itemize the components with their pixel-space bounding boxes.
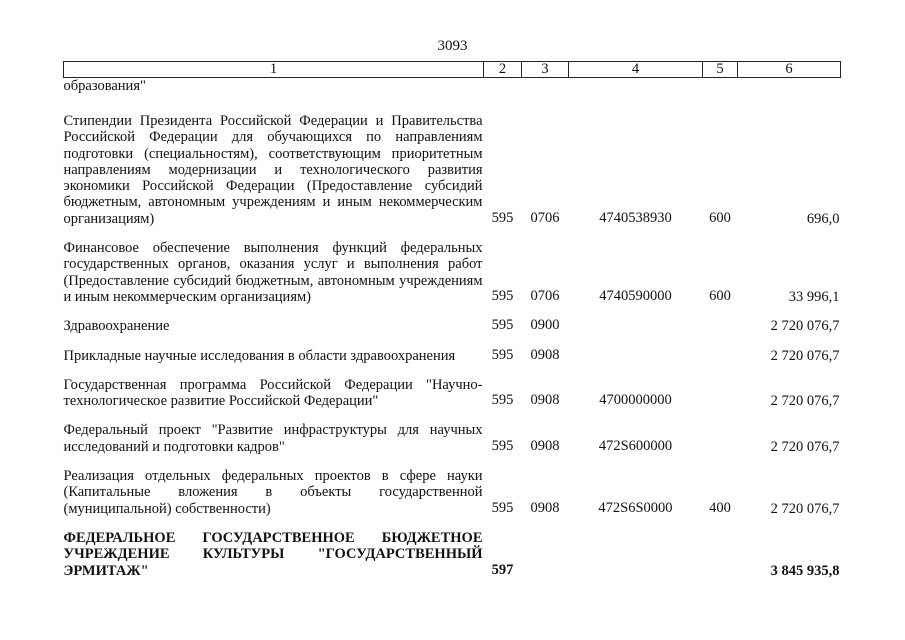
row-ved: 595 [491,346,514,363]
row-vr: 600 [709,209,731,226]
header-cell: 3 [522,62,569,78]
table-row-organization [64,517,841,579]
row-vr [703,517,738,579]
row-csr: 4740538930 [599,209,672,226]
row-description: Прикладные научные исследования в области здравоохранения [63,347,456,364]
row-rzpr: 0706 [530,287,560,304]
row-vr [703,335,738,364]
row-rzpr: 0908 [530,392,560,409]
row-csr [569,335,703,364]
row-csr [569,517,703,579]
header-cell: 1 [64,62,484,78]
row-sum: 2 720 076,7 [770,500,840,517]
table-row [64,364,841,410]
row-ved: 595 [491,287,514,304]
row-ved: 595 [491,209,514,226]
row-csr: 472S600000 [598,437,673,454]
row-description: ФЕДЕРАЛЬНОЕ ГОСУДАРСТВЕННОЕ БЮДЖЕТНОЕ УЧРЕЖДЕНИЕ КУЛЬТУРЫ "ГОСУДАРСТВЕННЫЙ ЭРМИТАЖ" [63,529,483,579]
continuation-row [64,78,841,95]
row-ved: 595 [491,437,514,454]
continuation-text: образования" [63,78,146,94]
row-vr [703,364,738,410]
header-cell: 5 [703,62,738,78]
row-rzpr: 0908 [530,499,560,516]
row-vr: 600 [709,287,731,304]
row-description: Здравоохранение [63,318,170,335]
table-row [64,335,841,364]
page-number: 3093 [437,38,468,54]
row-ved: 595 [491,499,514,516]
row-csr: 4700000000 [599,392,672,409]
header-cell: 6 [738,62,841,78]
row-csr: 472S6S0000 [598,499,673,516]
row-rzpr: 0908 [530,437,560,454]
row-sum: 2 720 076,7 [770,393,840,410]
row-vr [703,409,738,455]
budget-table [63,61,841,579]
row-sum: 2 720 076,7 [770,347,840,364]
table-row [64,305,841,334]
row-vr [703,305,738,334]
table-row [64,455,841,517]
table-row [64,94,841,227]
row-ved: 597 [491,561,514,578]
row-ved: 595 [491,392,514,409]
row-sum: 696,0 [806,210,840,227]
row-description: Реализация отдельных федеральных проектов в сфере науки (Капитальные вложения в объекты государственной (муниципальной) собственности) [63,468,483,517]
table-row [64,409,841,455]
row-ved: 595 [491,317,514,334]
header-cell: 2 [484,62,522,78]
row-csr: 4740590000 [599,287,672,304]
row-sum: 2 720 076,7 [770,438,840,455]
row-description: Государственная программа Российской Федерации "Научно-технологическое развитие Российской Федерации" [63,376,483,410]
row-sum: 2 720 076,7 [770,318,840,335]
row-rzpr [522,517,569,579]
row-rzpr: 0908 [530,346,560,363]
row-sum: 33 996,1 [788,288,840,305]
row-description: Стипендии Президента Российской Федерации и Правительства Российской Федерации для обучающихся по направлениям подготовки (специальностям), соответствующим приоритетным направлениям модернизации и технологического развития экономики Российской Федерации (Предоставление субсидий бюджетным, автономным учреждениям и иным некоммерческим организациям) [63,113,483,227]
row-rzpr: 0900 [530,317,560,334]
table-row [64,227,841,305]
header-cell: 4 [569,62,703,78]
row-rzpr: 0706 [530,209,560,226]
row-description: Финансовое обеспечение выполнения функций федеральных государственных органов, оказания услуг и выполнения работ (Предоставление субсидий бюджетным, автономным учреждениям и иным некоммерческим организациям) [63,240,483,305]
row-sum: 3 845 935,8 [770,562,840,579]
column-number-header [64,62,841,78]
row-csr [569,305,703,334]
row-description: Федеральный проект "Развитие инфраструктуры для научных исследований и подготовки кадров" [63,422,483,455]
row-vr: 400 [709,499,731,516]
